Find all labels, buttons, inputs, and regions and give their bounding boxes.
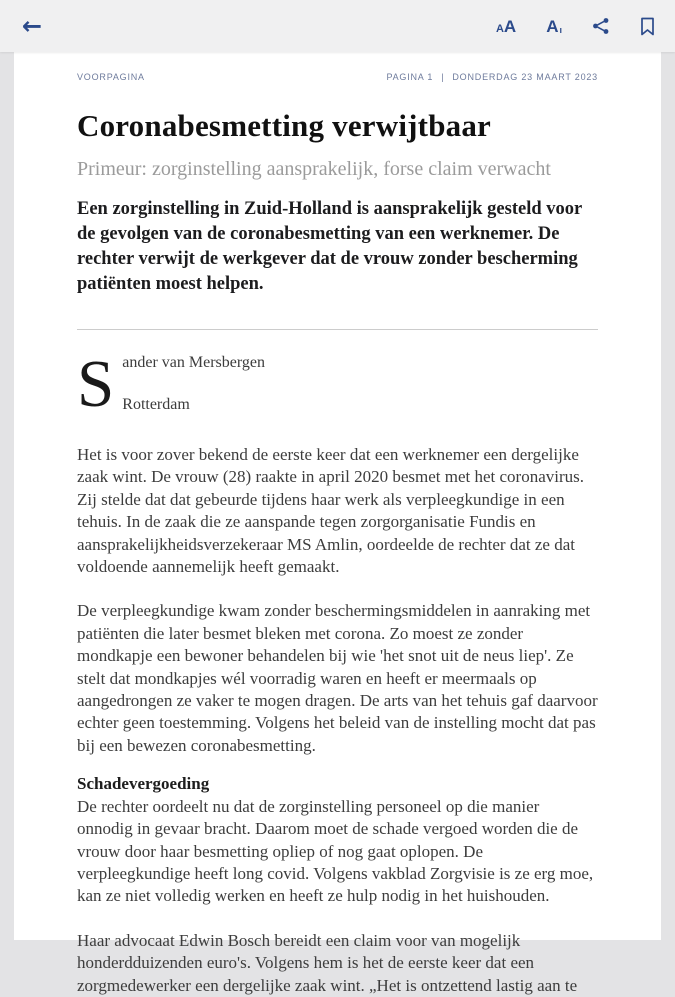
newspaper-page-background	[0, 52, 675, 995]
body-paragraph-truncated: Haar advocaat Edwin Bosch bereidt een claim voor van mogelijk honderdduizenden euro's. Volgens hem is het de eerste keer dat een zorgmedewerker een dergelijke zaak wint. „Het is ontzettend lastig aan te	[77, 930, 578, 995]
body-paragraph: De verpleegkundige kwam zonder beschermingsmiddelen in aanraking met patiënten die later besmet bleken met corona. Zo moest ze zonder mondkapje een bewoner behandelen bij wie 'het snot uit de neus liep'. Ze stelt dat mondkapjes wél voorradig waren en heeft er meermaals op aangedrongen ze vaker te mogen dragen. De arts van het tehuis gaf daarvoor echter geen toestemming. Volgens het beleid van de instelling mocht dat pas bij een bewezen coronabesmetting.	[77, 601, 598, 755]
article-title: Coronabesmetting verwijtbaar	[77, 108, 491, 143]
article-card	[14, 52, 661, 995]
byline-author: ander van Mersbergen	[122, 354, 266, 371]
byline-dropcap: S	[77, 352, 115, 414]
body-paragraph: De rechter oordeelt nu dat de zorginstelling personeel op die manier onnodig in gevaar bracht. Daarom moet de schade vergoed worden die de vrouw door haar besmetting opliep of nog gaat oplopen. De verpleegkundige heeft long covid. Volgens vakblad Zorgvisie is ze erg moe, kan ze niet volledig werken en heeft ze hulp nodig in het huishouden.	[77, 796, 594, 906]
body-subheading: Schadevergoeding	[77, 774, 210, 794]
body-paragraph: Het is voor zover bekend de eerste keer dat een werknemer een dergelijke zaak wint. De vrouw (28) raakte in april 2020 besmet met het coronavirus. Zij stelde dat dat gebeurde tijdens haar werk als verpleegkundige in een tehuis. In de zaak die ze aanspande tegen zorgorganisatie Fundis en aansprakelijkheidsverzekeraar MS Amlin, oordeelde de rechter dat ze dat voldoende aannemelijk heeft gemaakt.	[77, 445, 585, 577]
decrease-font-size-icon[interactable]: A A	[495, 16, 517, 36]
page-number-label: PAGINA 1	[386, 72, 434, 82]
page-date-info	[386, 72, 598, 82]
byline-location: Rotterdam	[122, 396, 190, 413]
toolbar-actions	[496, 17, 655, 36]
article-content	[77, 108, 598, 997]
article-meta-row	[77, 72, 598, 82]
back-icon[interactable]: ←	[22, 12, 43, 40]
byline-divider	[77, 329, 598, 330]
share-icon[interactable]	[592, 17, 610, 35]
increase-font-size-icon[interactable]: A ı	[546, 16, 562, 36]
article-body	[77, 444, 598, 997]
article-intro: Een zorginstelling in Zuid-Holland is aansprakelijk gesteld voor de gevolgen van de coronabesmetting van een werknemer. De rechter verwijt de werkgever dat de vrouw zonder bescherming patiënten moest helpen.	[77, 199, 582, 294]
byline-block	[77, 352, 598, 414]
meta-separator: |	[441, 72, 445, 82]
date-label: DONDERDAG 23 MAART 2023	[452, 72, 598, 82]
article-subtitle: Primeur: zorginstelling aansprakelijk, forse claim verwacht	[77, 158, 551, 180]
top-toolbar	[0, 0, 675, 52]
section-label[interactable]: VOORPAGINA	[77, 72, 145, 82]
bookmark-icon[interactable]	[640, 17, 655, 36]
